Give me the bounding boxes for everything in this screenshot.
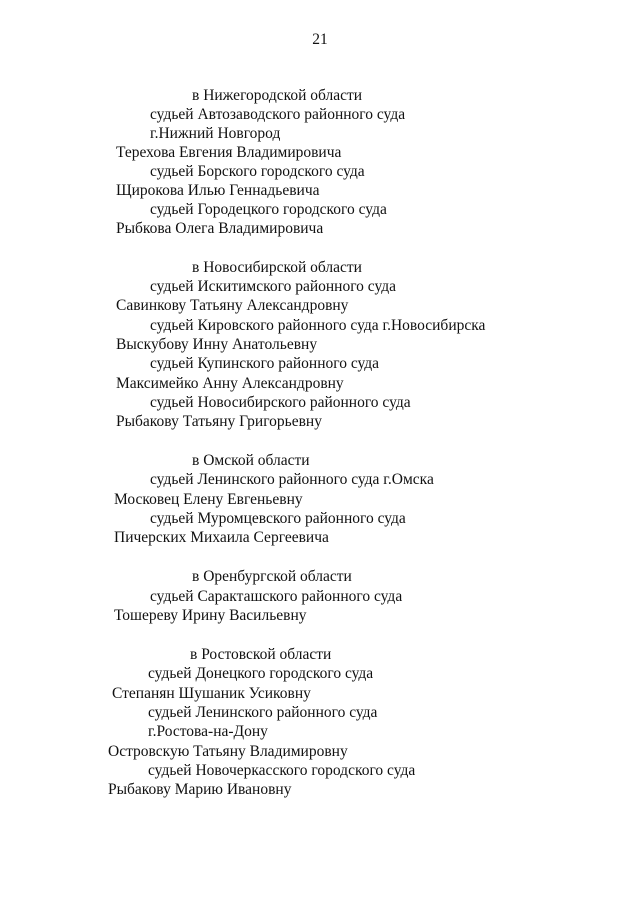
judge-name: Тошереву Ирину Васильевну — [114, 607, 307, 624]
court-position: судьей Ленинского районного суда г.Омска — [150, 471, 434, 488]
court-position: судьей Ленинского районного суда — [148, 704, 378, 721]
court-position: судьей Искитимского районного суда — [150, 278, 397, 295]
court-position: судьей Борского городского суда — [150, 163, 365, 180]
court-position: г.Нижний Новгород — [150, 125, 281, 142]
court-position: судьей Купинского районного суда — [150, 355, 380, 372]
judge-name: Выскубову Инну Анатольевну — [116, 336, 318, 353]
judge-name: Рыбакову Татьяну Григорьевну — [116, 413, 322, 430]
court-position: судьей Донецкого городского суда — [148, 665, 374, 682]
judge-name: Московец Елену Евгеньевну — [114, 491, 303, 508]
judge-name: Рыбкова Олега Владимировича — [116, 220, 324, 237]
court-position: судьей Муромцевского районного суда — [150, 510, 406, 527]
court-position: судьей Новочеркасского городского суда — [148, 762, 416, 779]
court-position: судьей Городецкого городского суда — [150, 201, 387, 218]
region-heading: в Нижегородской области — [192, 87, 363, 104]
judge-name: Рыбакову Марию Ивановну — [108, 781, 292, 798]
court-position: судьей Кировского районного суда г.Новосибирска — [150, 317, 486, 334]
court-position: судьей Новосибирского районного суда — [150, 394, 411, 411]
region-heading: в Новосибирской области — [192, 259, 362, 276]
judge-name: Островскую Татьяну Владимировну — [108, 743, 348, 760]
judge-name: Пичерских Михаила Сергеевича — [114, 529, 329, 546]
judge-name: Степанян Шушаник Усиковну — [112, 685, 311, 702]
region-heading: в Омской области — [192, 452, 310, 469]
judge-name: Щирокова Илью Геннадьевича — [116, 182, 320, 199]
judge-name: Савинкову Татьяну Александровну — [116, 297, 349, 314]
court-position: судьей Автозаводского районного суда — [150, 106, 406, 123]
judge-name: Терехова Евгения Владимировича — [116, 144, 342, 161]
judge-name: Максимейко Анну Александровну — [116, 375, 344, 392]
region-heading: в Оренбургской области — [192, 568, 352, 585]
court-position: судьей Саракташского районного суда — [150, 588, 403, 605]
page-number: 21 — [312, 31, 328, 48]
court-position: г.Ростова-на-Дону — [148, 723, 268, 740]
region-heading: в Ростовской области — [190, 646, 332, 663]
